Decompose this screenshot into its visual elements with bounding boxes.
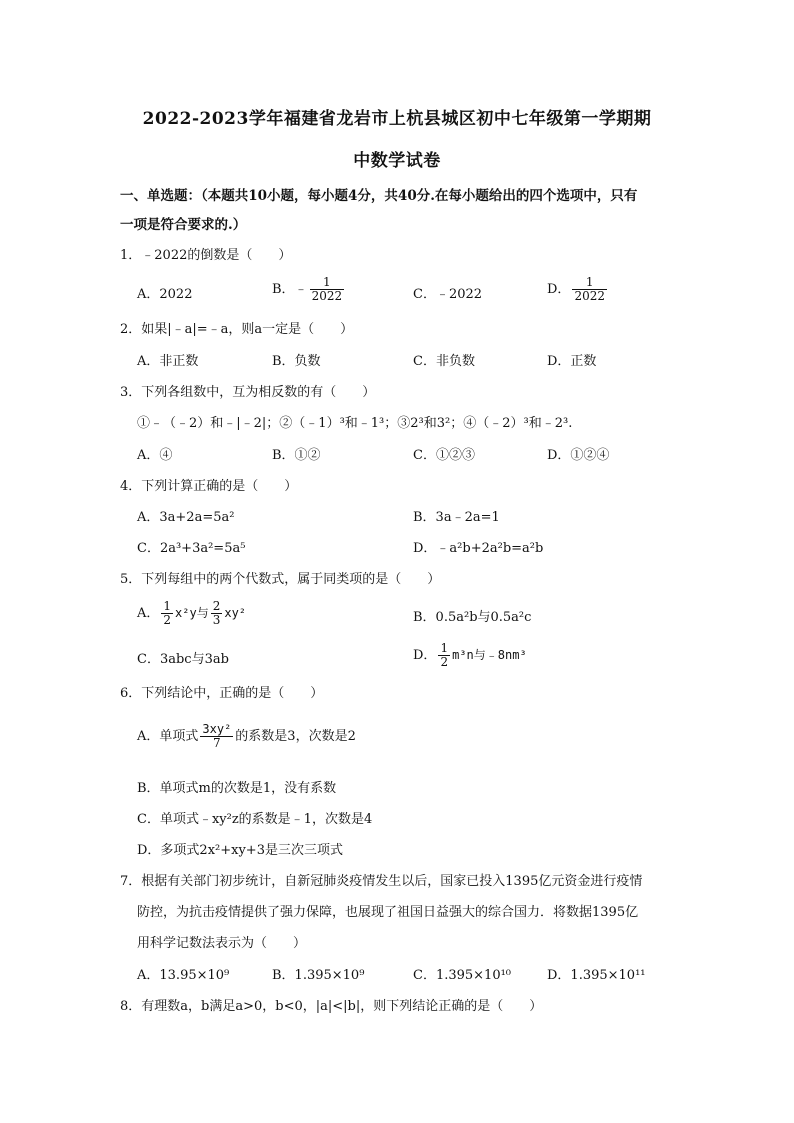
fraction-numerator: 3xy² <box>202 722 232 736</box>
q5-option-b: B．0.5a²b与0.5a²c <box>413 610 532 625</box>
question-3-items: ①﹣（﹣2）和﹣|﹣2|；②（﹣1）³和﹣1³；③2³和3²；④（﹣2）³和﹣2³. <box>137 416 573 431</box>
question-5-stem: 5．下列每组中的两个代数式，属于同类项的是（ ） <box>120 572 441 587</box>
q3-option-a: A．④ <box>137 448 173 463</box>
q1-option-b-fraction <box>310 276 345 303</box>
page-title-line1: 2022-2023学年福建省龙岩市上杭县城区初中七年级第一学期期 <box>142 109 652 129</box>
q4-option-c: C．2a³+3a²=5a⁵ <box>137 541 246 556</box>
q1-option-b <box>272 276 346 303</box>
question-6-stem: 6．下列结论中，正确的是（ ） <box>120 686 324 701</box>
question-4-stem: 4．下列计算正确的是（ ） <box>120 479 298 494</box>
q1-option-d <box>547 276 609 303</box>
q5-option-a-end: xy² <box>224 606 247 620</box>
fraction-numerator: 1 <box>585 275 594 289</box>
q6-option-c: C．单项式﹣xy²z的系数是﹣1，次数是4 <box>137 812 373 827</box>
q6-option-a <box>137 723 356 750</box>
fraction-numerator: 1 <box>440 641 449 655</box>
fraction-denominator: 2022 <box>311 289 343 303</box>
q1-option-d-prefix: D． <box>547 282 571 297</box>
question-8-stem: 8．有理数a，b满足a>0，b<0，|a|<|b|，则下列结论正确的是（ ） <box>120 999 543 1014</box>
q5-option-a-fraction-2 <box>211 600 223 627</box>
q6-option-a-prefix: A．单项式 <box>137 729 199 744</box>
question-7-line1: 7．根据有关部门初步统计，自新冠肺炎疫情发生以后，国家已投入1395亿元资金进行疫情 <box>120 874 643 889</box>
q2-option-c: C．非负数 <box>413 354 475 369</box>
q3-option-b: B．①② <box>272 448 321 463</box>
q6-option-a-end: 的系数是3，次数是2 <box>235 729 356 744</box>
q5-option-a-fraction-1 <box>161 600 173 627</box>
q2-option-d: D．正数 <box>547 354 597 369</box>
fraction-denominator: 7 <box>200 736 233 750</box>
q5-option-a <box>137 600 246 627</box>
q5-option-d-prefix: D． <box>413 648 437 663</box>
question-2-stem: 2．如果|﹣a|=﹣a，则a一定是（ ） <box>120 322 354 337</box>
q2-option-b: B．负数 <box>272 354 321 369</box>
q5-option-d-end: m³n与﹣8nm³ <box>452 648 527 662</box>
q6-option-d: D．多项式2x²+xy+3是三次三项式 <box>137 843 343 858</box>
fraction-numerator: 1 <box>163 599 172 613</box>
q7-option-d: D．1.395×10¹¹ <box>547 968 646 983</box>
question-1-stem: 1．﹣2022的倒数是（ ） <box>120 248 292 263</box>
q5-option-c: C．3abc与3ab <box>137 652 229 667</box>
section-heading-line2: 一项是符合要求的.） <box>120 217 247 233</box>
fraction-denominator: 2 <box>440 655 449 669</box>
q4-option-d: D．﹣a²b+2a²b=a²b <box>413 541 544 556</box>
q6-option-b: B．单项式m的次数是1，没有系数 <box>137 781 337 796</box>
q1-option-b-prefix: B．﹣ <box>272 282 308 297</box>
q1-option-d-fraction <box>572 276 607 303</box>
fraction-denominator: 3 <box>212 613 221 627</box>
question-7-line2: 防控，为抗击疫情提供了强力保障，也展现了祖国日益强大的综合国力．将数据1395亿 <box>137 905 639 920</box>
q3-option-c: C．①②③ <box>413 448 475 463</box>
question-3-stem: 3．下列各组数中，互为相反数的有（ ） <box>120 385 376 400</box>
q4-option-a: A．3a+2a=5a² <box>137 510 235 525</box>
fraction-denominator: 2 <box>163 613 172 627</box>
q7-option-a: A．13.95×10⁹ <box>137 968 230 983</box>
fraction-numerator: 2 <box>212 599 221 613</box>
section-heading-line1: 一、单选题：（本题共10小题，每小题4分，共40分.在每小题给出的四个选项中，只有 <box>120 188 638 204</box>
fraction-numerator: 1 <box>323 275 331 289</box>
page-title-line2: 中数学试卷 <box>353 151 441 171</box>
q4-option-b: B．3a﹣2a=1 <box>413 510 500 525</box>
q2-option-a: A．非正数 <box>137 354 199 369</box>
q5-option-d-fraction <box>438 642 450 669</box>
q3-option-d: D．①②④ <box>547 448 610 463</box>
q5-option-d <box>413 642 527 669</box>
fraction-denominator: 2022 <box>574 289 605 303</box>
q5-option-a-middle: x²y与 <box>175 606 209 620</box>
q5-option-a-prefix: A． <box>137 606 160 621</box>
q6-option-a-fraction <box>200 723 233 750</box>
q1-option-a: A．2022 <box>137 287 193 302</box>
q7-option-c: C．1.395×10¹⁰ <box>413 968 512 983</box>
question-7-line3: 用科学记数法表示为（ ） <box>137 936 307 951</box>
q7-option-b: B．1.395×10⁹ <box>272 968 365 983</box>
q1-option-c: C．﹣2022 <box>413 287 483 302</box>
